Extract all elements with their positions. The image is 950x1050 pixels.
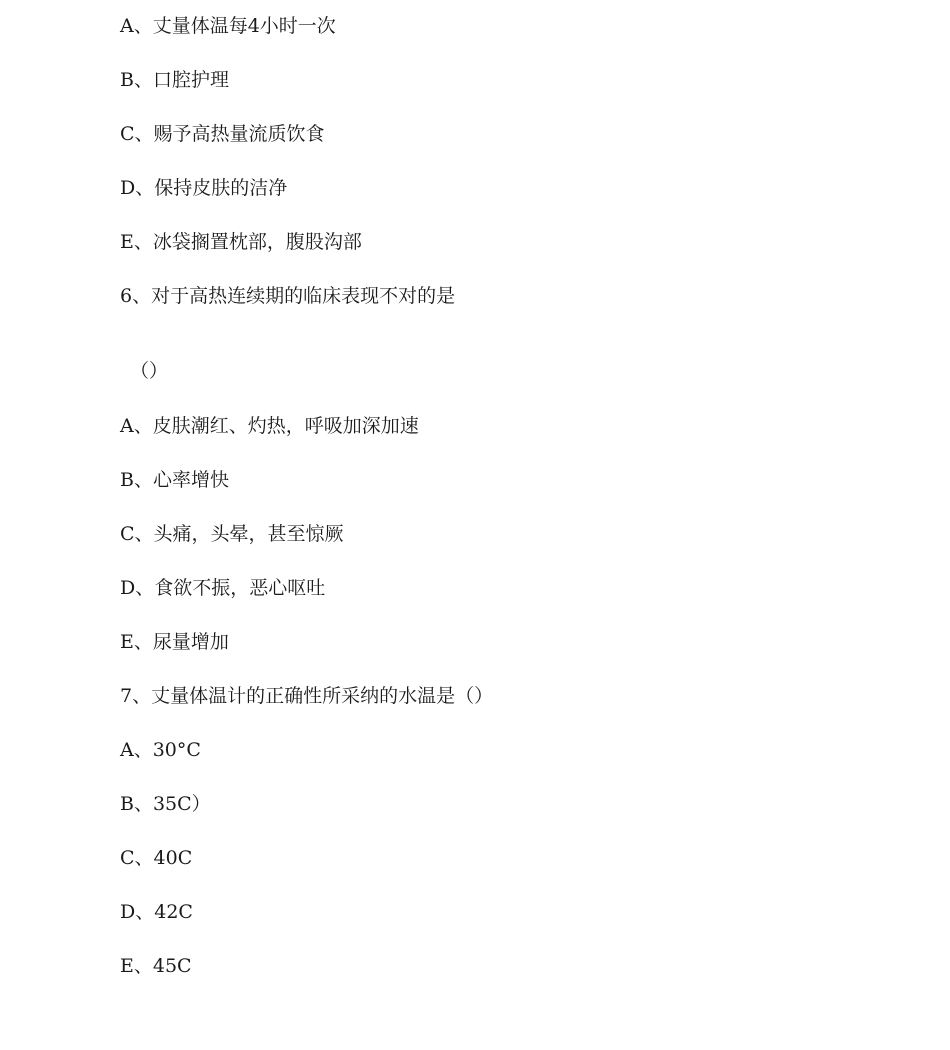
q5-option-b: B、口腔护理 [120,69,229,91]
question-7-stem: 7、丈量体温计的正确性所采纳的水温是（） [120,685,494,707]
q6-option-e: E、尿量增加 [120,631,229,653]
q7-option-a: A、30°C [120,739,201,761]
q5-option-c: C、赐予高热量流质饮食 [120,123,325,145]
q5-option-e: E、冰袋搁置枕部，腹股沟部 [120,231,362,253]
question-6-stem: 6、对于高热连续期的临床表现不对的是 [120,285,456,307]
q7-option-c: C、40C [120,847,193,869]
question-6-answer-blank: （） [130,360,169,382]
q6-option-b: B、心率增快 [120,469,229,491]
q6-option-a: A、皮肤潮红、灼热，呼吸加深加速 [120,415,419,437]
q5-option-d: D、保持皮肤的洁净 [120,177,288,199]
q6-option-d: D、食欲不振，恶心呕吐 [120,577,326,599]
q7-option-d: D、42C [120,901,193,923]
q6-option-c: C、头痛，头晕，甚至惊厥 [120,523,344,545]
q7-option-b: B、35C） [120,793,211,815]
q5-option-a: A、丈量体温每4小时一次 [120,15,336,37]
q7-option-e: E、45C [120,955,192,977]
